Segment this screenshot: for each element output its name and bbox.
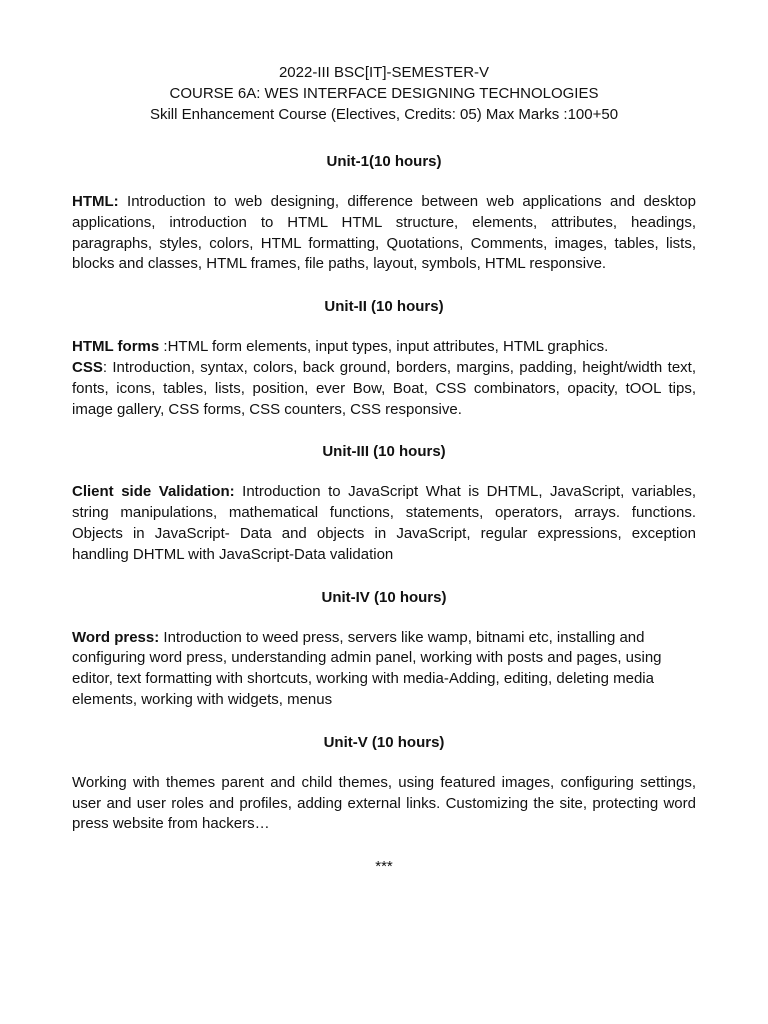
unit-5-themes-paragraph [72,773,696,835]
paragraph-text: Working with themes parent and child themes, using featured images, configuring settings, user and user roles and profiles, adding external links. Customizing the site, protecting word press website from hackers… [72,773,696,833]
paragraph-lead: HTML forms [72,338,160,356]
end-stars: *** [375,858,393,876]
unit-2-html-forms-paragraph [72,337,696,358]
paragraph-text: Introduction to weed press, servers like wamp, bitnami etc, installing and configuring word press, understanding admin panel, working with posts and pages, using editor, text formatting with shortcuts, working with media-Adding, editing, deleting media elements, working with widgets, menus [72,628,662,708]
paragraph-lead: Word press: [72,628,160,646]
document-header [72,62,696,125]
unit-1-html-paragraph [72,192,696,275]
unit-3-validation-paragraph [72,482,696,565]
header-year-semester: 2022-III BSC[IT]-SEMESTER-V [278,64,490,81]
unit-3-title: Unit-III (10 hours) [322,443,446,461]
paragraph-text: Introduction to web designing, difference between web applications and desktop applications, introduction to HTML HTML structure, elements, attributes, headings, paragraphs, styles, colors, HTML formatting, Quotations, Comments, images, tables, lists, blocks and classes, HTML frames, file paths, layout, symbols, HTML responsive. [72,193,696,273]
paragraph-text: :HTML form elements, input types, input attributes, HTML graphics. [159,338,609,356]
unit-2-title: Unit-II (10 hours) [324,298,444,316]
unit-4-title: Unit-IV (10 hours) [321,588,447,606]
paragraph-lead: CSS [72,358,103,376]
header-course-title: COURSE 6A: WES INTERFACE DESIGNING TECHNOLOGIES [169,85,599,102]
unit-5-title: Unit-V (10 hours) [323,733,445,751]
unit-2-css-paragraph [72,358,696,420]
header-credits-marks: Skill Enhancement Course (Electives, Credits: 05) Max Marks :100+50 [149,106,619,123]
paragraph-text: Introduction to JavaScript What is DHTML, JavaScript, variables, string manipulations, mathematical functions, statements, operators, arrays. functions. Objects in JavaScript- Data and objects in JavaScript, regular expressions, exception handling DHTML with JavaScript-Data validation [72,483,697,563]
paragraph-lead: Client side Validation: [72,483,235,501]
paragraph-text: : Introduction, syntax, colors, back ground, borders, margins, padding, height/width text, fonts, icons, tables, lists, position, ever Bow, Boat, CSS combinators, opacity, tOOL tips, image gallery, CSS forms, CSS counters, CSS responsive. [72,358,696,418]
unit-4-wordpress-paragraph [72,628,696,711]
unit-1-title: Unit-1(10 hours) [326,153,442,170]
paragraph-lead: HTML: [72,193,119,210]
